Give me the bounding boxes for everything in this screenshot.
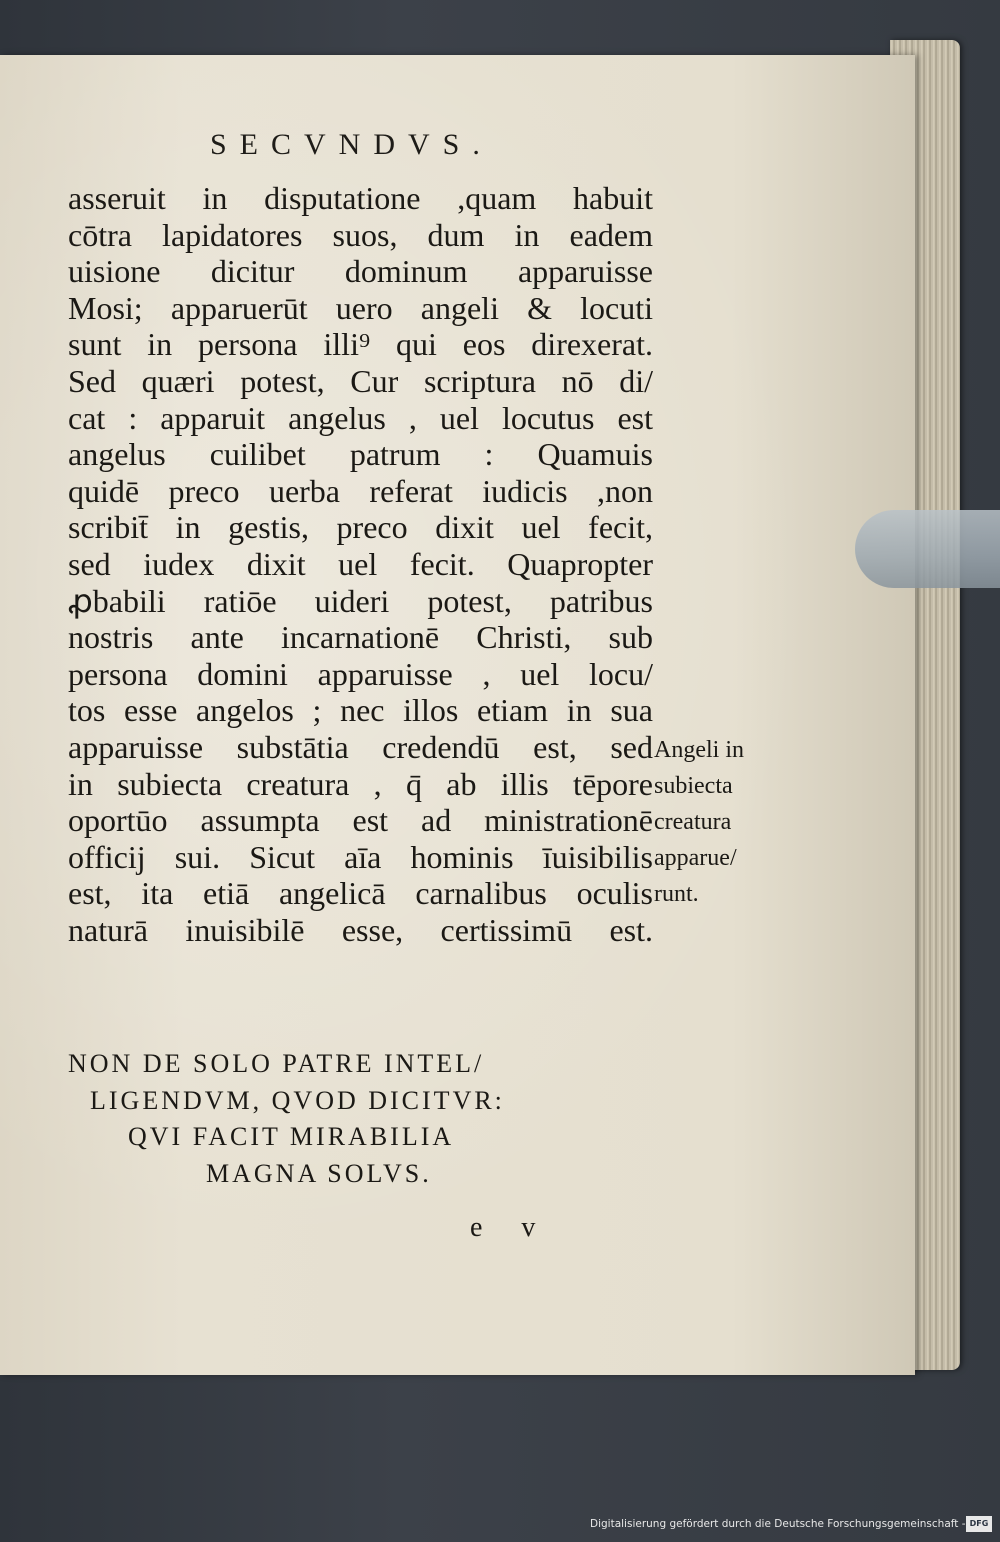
text-line: cat : apparuit angelus , uel locutus est (68, 399, 653, 436)
dfg-logo: DFG (966, 1516, 992, 1532)
text-line: oportūo assumpta est ad ministrationē (68, 802, 653, 839)
text-line: nostris ante incarnationē Christi, sub (68, 619, 653, 656)
text-line: scribit̄ in gestis, preco dixit uel fecit, (68, 509, 653, 546)
text-line: angelus cuilibet patrum : Quamuis (68, 436, 653, 473)
running-head: SECVNDVS. (210, 128, 493, 161)
text-line: ꝓbabili ratiōe uideri potest, patribus (68, 582, 653, 619)
funding-credit: Digitalisierung gefördert durch die Deutsche Forschungsgemeinschaft - (590, 1518, 966, 1530)
text-line: apparuisse substātia credendū est, sed (68, 728, 653, 765)
margin-note (654, 732, 744, 912)
margin-note-line: subiecta (654, 773, 733, 799)
heading-line: MAGNA SOLVS. (206, 1158, 432, 1188)
text-line: tos esse angelos ; nec illos etiam in sua (68, 692, 653, 729)
margin-note-line: runt. (654, 881, 699, 907)
text-line: in subiecta creatura , q̄ ab illis tēpore (68, 765, 653, 802)
text-line: uisione dicitur dominum apparuisse (68, 253, 653, 290)
text-line: sed iudex dixit uel fecit. Quapropter (68, 545, 653, 582)
heading-line: QVI FACIT MIRABILIA (128, 1122, 455, 1152)
text-line: Mosi; apparuerūt uero angeli & locuti (68, 289, 653, 326)
text-line: asseruit in disputatione ,quam habuit (68, 180, 653, 216)
chapter-heading (68, 1046, 653, 1192)
text-line: Sed quæri potest, Cur scriptura nō di/ (68, 362, 653, 399)
margin-note-line: Angeli in (654, 737, 744, 763)
text-line: quidē preco uerba referat iudicis ,non (68, 472, 653, 509)
body-text (68, 180, 653, 948)
bookmark-tab (855, 510, 1000, 588)
text-line: sunt in persona illi⁹ qui eos direxerat. (68, 326, 653, 363)
heading-line: NON DE SOLO PATRE INTEL/ (68, 1049, 485, 1078)
signature-mark: e v (470, 1212, 552, 1243)
margin-note-line: apparue/ (654, 845, 737, 871)
text-line: cōtra lapidatores suos, dum in eadem (68, 216, 653, 253)
text-line: naturā inuisibilē esse, certissimū est. (68, 911, 653, 948)
text-line: est, ita etiā angelicā carnalibus oculis (68, 875, 653, 912)
text-line: officij sui. Sicut aīa hominis īuisibilis (68, 838, 653, 875)
margin-note-line: creatura (654, 809, 732, 835)
text-line: persona domini apparuisse , uel locu/ (68, 655, 653, 692)
heading-line: LIGENDVM, QVOD DICITVR: (90, 1085, 505, 1115)
